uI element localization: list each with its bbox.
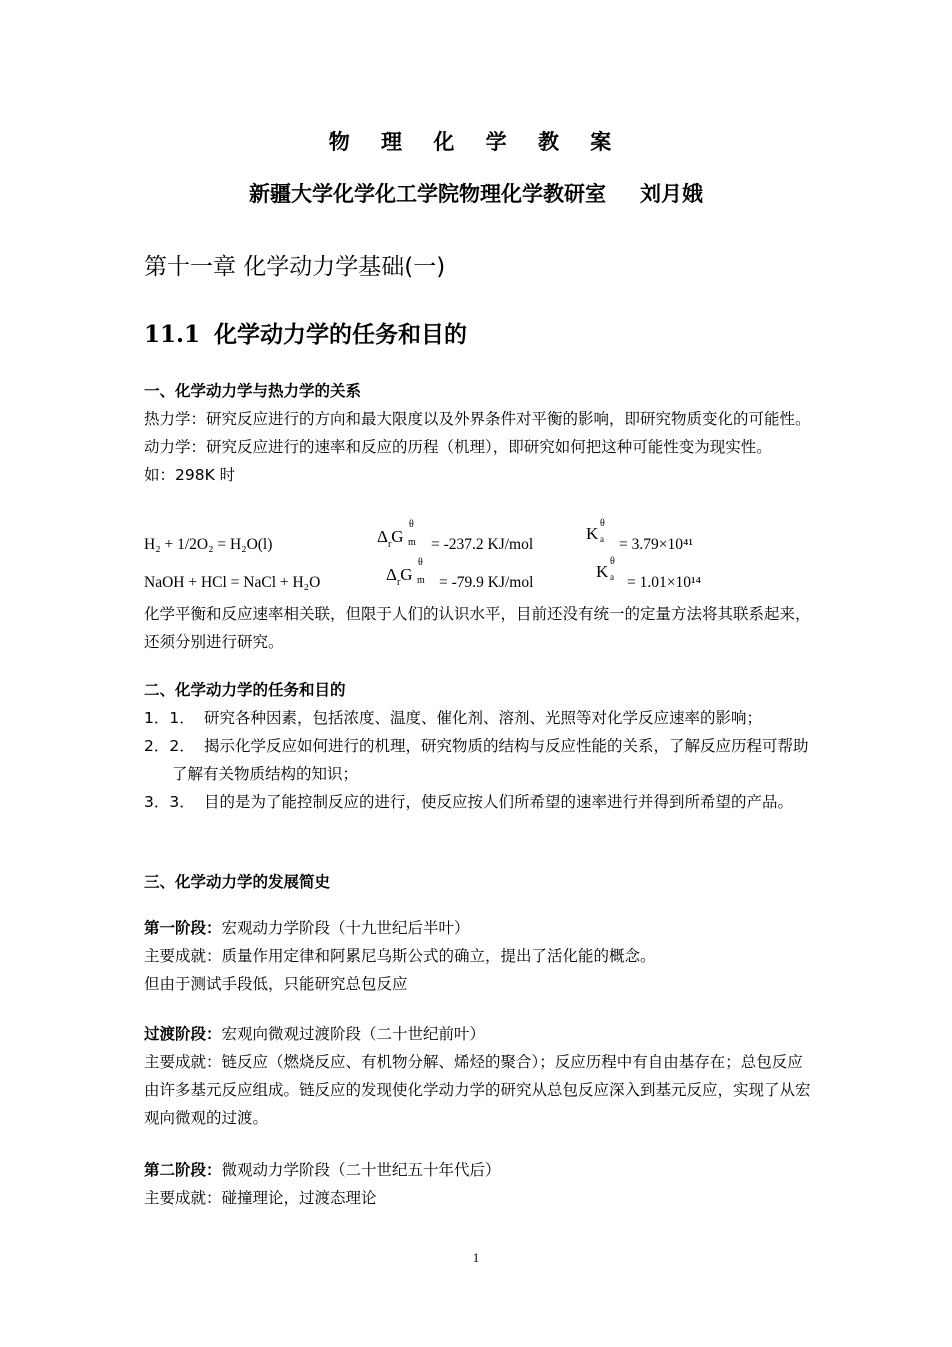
part2-block xyxy=(144,676,812,816)
stage1-block xyxy=(144,914,812,998)
transition-label: 过渡阶段： xyxy=(144,1025,222,1043)
part3-heading: 三、化学动力学的发展简史 xyxy=(144,873,331,891)
transition-achievement: 主要成就：链反应（燃烧反应、有机物分解、烯烃的聚合）；反应历程中有自由基存在；总包反应由许多基元反应组成。链反应的发现使化学动力学的研究从总包反应深入到基元反应，实现了从宏观向微观的过渡。 xyxy=(144,1053,811,1127)
delta-g-symbol-1: $\Delta_rG$ θ m xyxy=(377,519,416,550)
list-item xyxy=(144,788,812,816)
stage2-block xyxy=(144,1156,812,1212)
affiliation: 新疆大学化学化工学院物理化学教研室 xyxy=(249,182,606,206)
part1-heading: 一、化学动力学与热力学的关系 xyxy=(144,382,362,400)
equation-2-dg-value: = -79.9 KJ/mol xyxy=(439,574,534,591)
section-heading xyxy=(144,316,467,349)
delta-g-symbol-2: $\Delta_rG$ θ m xyxy=(386,557,425,588)
k-symbol-1: K θ a xyxy=(586,518,605,544)
list-item-text: 研究各种因素，包括浓度、温度、催化剂、溶剂、光照等对化学反应速率的影响； xyxy=(204,709,763,727)
equation-1-reaction: H₂ + 1/2O₂ = H₂O(l) xyxy=(144,536,273,553)
stage2-title: 微观动力学阶段（二十世纪五十年代后） xyxy=(221,1161,501,1179)
stage1-label: 第一阶段： xyxy=(144,919,222,937)
list-item-text: 目的是为了能控制反应的进行，使反应按人们所希望的速率进行并得到所希望的产品。 xyxy=(204,793,794,811)
list-item xyxy=(144,704,812,732)
author: 刘月娥 xyxy=(640,182,703,206)
kinetics-paragraph: 动力学：研究反应进行的速率和反应的历程（机理），即研究如何把这种可能性变为现实性。 xyxy=(144,438,772,456)
chapter-heading: 第十一章 化学动力学基础(一) xyxy=(144,254,446,280)
equation-2-reaction: NaOH + HCl = NaCl + H₂O xyxy=(144,574,321,591)
list-item-number: 3．3． xyxy=(144,793,195,811)
thermo-paragraph: 热力学：研究反应进行的方向和最大限度以及外界条件对平衡的影响，即研究物质变化的可能性。 xyxy=(144,410,811,428)
part1-conclusion-block xyxy=(144,600,812,656)
document-title: 物 理 化 学 教 案 xyxy=(328,130,624,154)
example-intro: 如：298K 时 xyxy=(144,466,236,484)
transition-block xyxy=(144,1020,812,1132)
equation-1-dg-value: = -237.2 KJ/mol xyxy=(431,536,534,553)
list-item xyxy=(144,732,812,788)
stage2-achievement: 主要成就：碰撞理论，过渡态理论 xyxy=(144,1189,377,1207)
part1-block xyxy=(144,377,812,489)
section-title: 化学动力学的任务和目的 xyxy=(214,322,468,348)
section-number: 11.1 xyxy=(144,321,201,348)
stage2-label: 第二阶段： xyxy=(144,1161,222,1179)
equation-2-k-value: = 1.01×10¹⁴ xyxy=(627,574,702,591)
part3-block xyxy=(144,868,812,896)
transition-title: 宏观向微观过渡阶段（二十世纪前叶） xyxy=(221,1025,486,1043)
stage1-limitation: 但由于测试手段低，只能研究总包反应 xyxy=(144,975,408,993)
conclusion-paragraph: 化学平衡和反应速率相关联，但限于人们的认识水平，目前还没有统一的定量方法将其联系起来，还须分别进行研究。 xyxy=(144,605,811,651)
list-item-number: 2．2． xyxy=(144,737,195,755)
part2-heading: 二、化学动力学的任务和目的 xyxy=(144,681,346,699)
stage1-achievement: 主要成就：质量作用定律和阿累尼乌斯公式的确立，提出了活化能的概念。 xyxy=(144,947,656,965)
page-number: 1 xyxy=(472,1250,480,1265)
equation-1-k-value: = 3.79×10⁴¹ xyxy=(619,536,694,553)
list-item-number: 1．1． xyxy=(144,709,195,727)
list-item-text: 揭示化学反应如何进行的机理，研究物质的结构与反应性能的关系，了解反应历程可帮助了解有关物质结构的知识； xyxy=(172,737,809,783)
k-symbol-2: K θ a xyxy=(596,556,615,582)
stage1-title: 宏观动力学阶段（十九世纪后半叶） xyxy=(221,919,470,937)
document-affiliation-line xyxy=(0,178,952,208)
